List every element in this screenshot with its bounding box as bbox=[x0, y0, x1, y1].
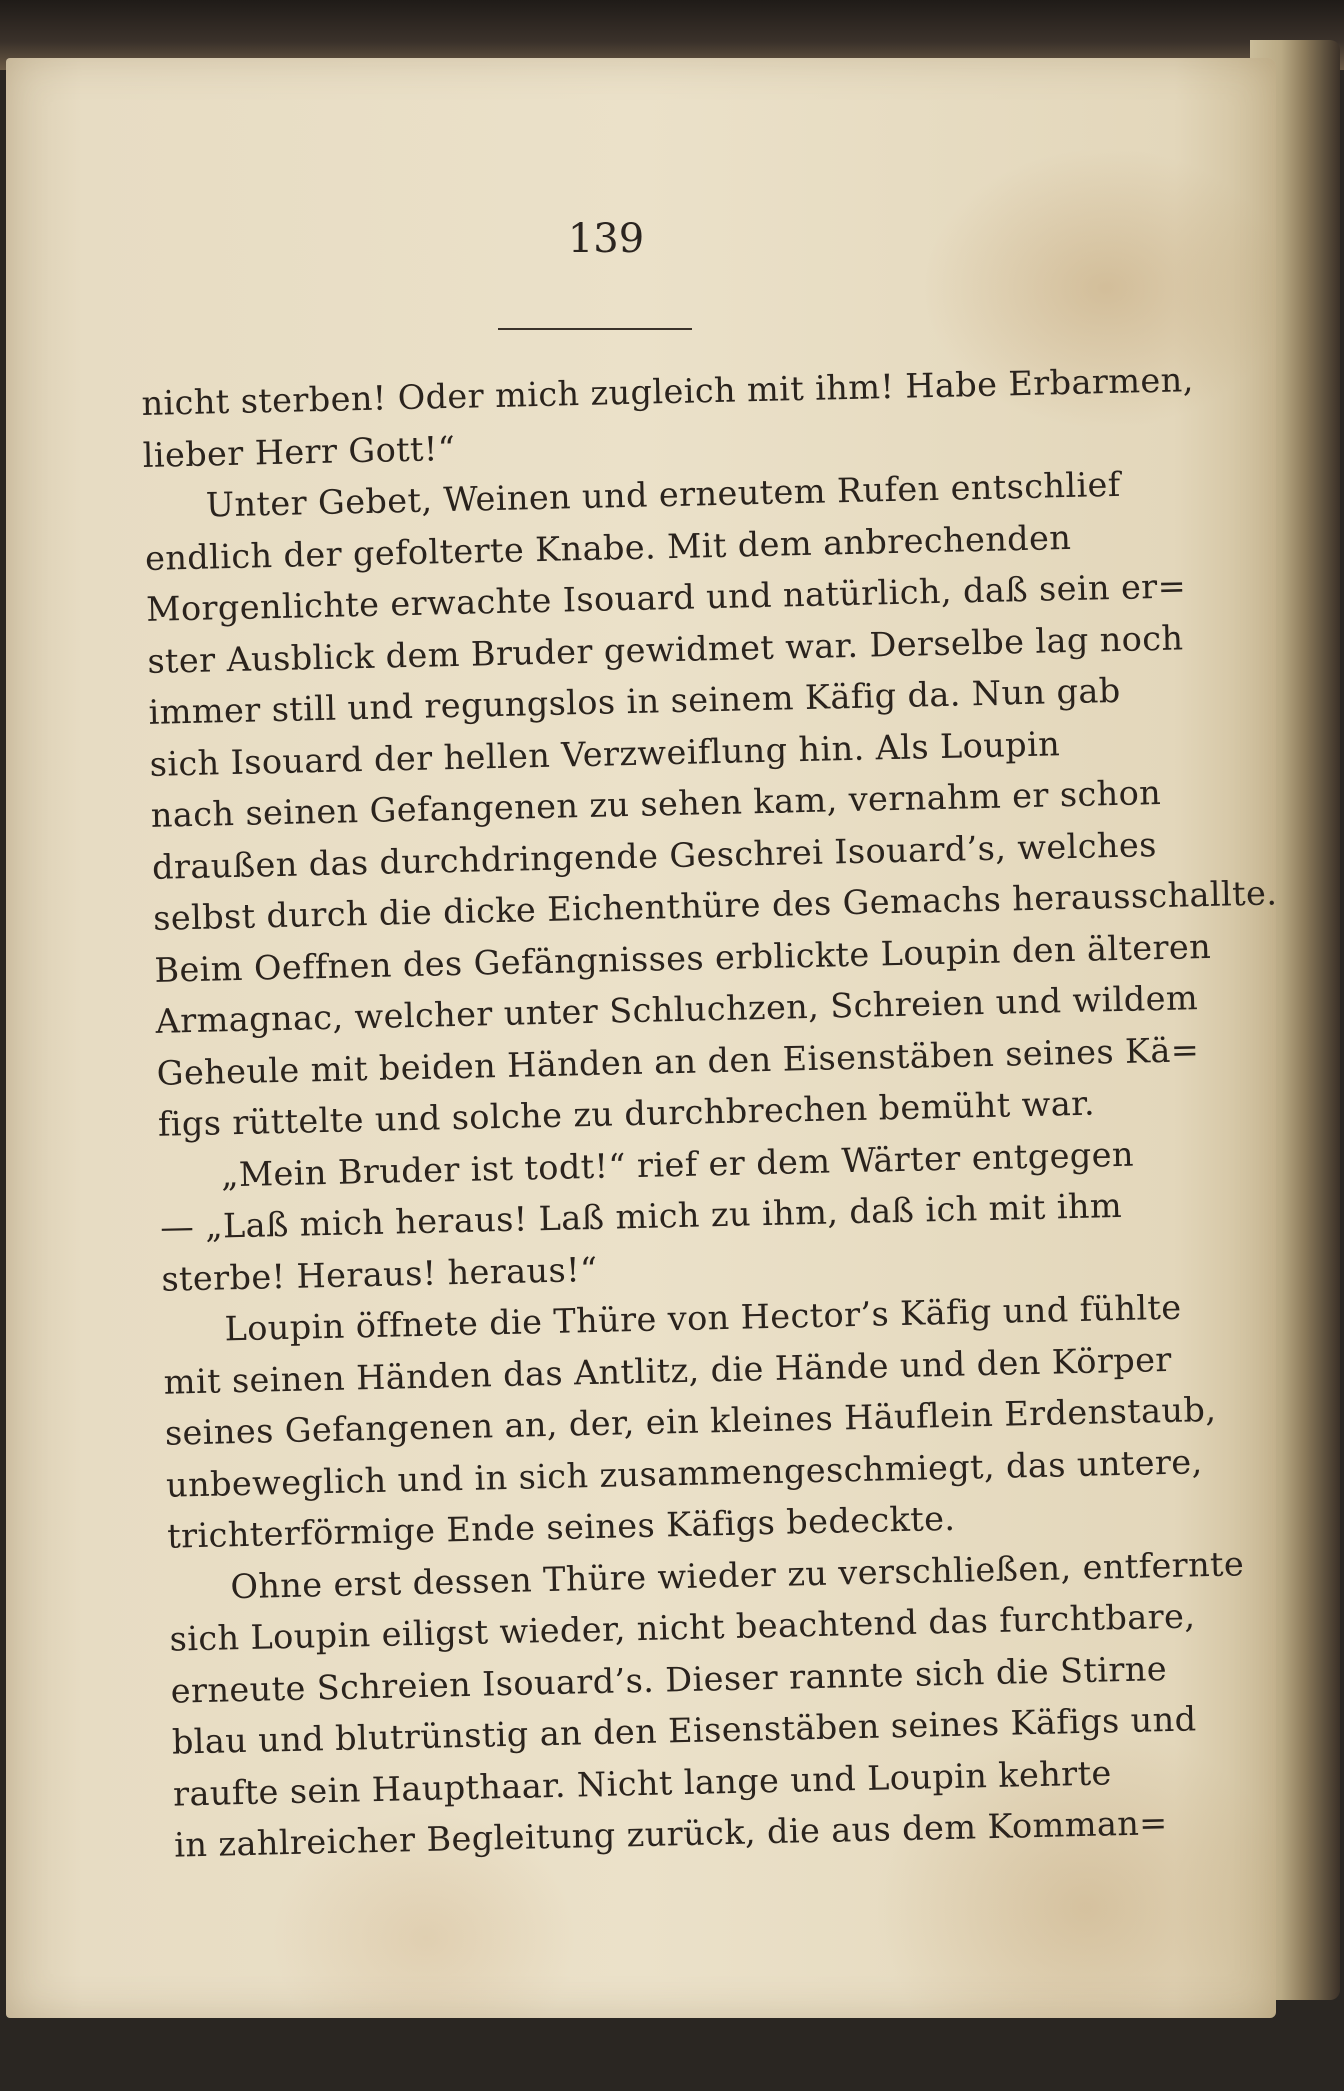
text-line: trichterförmige Ende seines Käfigs bedeckte. bbox=[166, 1498, 956, 1556]
text-line: Armagnac, welcher unter Schluchzen, Schreien und wildem bbox=[155, 978, 1199, 1041]
text-line: Ohne erst dessen Thüre wieder zu verschließen, entfernte bbox=[229, 1543, 1245, 1606]
text-line: draußen das durchdringende Geschrei Isouard’s, welches bbox=[151, 824, 1158, 887]
text-line: Geheule mit beiden Händen an den Eisenstäben seines Kä= bbox=[156, 1029, 1200, 1093]
text-line: Loupin öffnete die Thüre von Hector’s Käfig und fühlte bbox=[224, 1287, 1182, 1349]
text-line: erneute Schreien Isouard’s. Dieser rannte sich die Stirne bbox=[170, 1648, 1168, 1711]
text-line: immer still und regungslos in seinem Käfig da. Nun gab bbox=[148, 670, 1121, 732]
body-text bbox=[141, 356, 1278, 1871]
text-line: unbeweglich und in sich zusammengeschmiegt, das untere, bbox=[165, 1441, 1203, 1505]
text-line: figs rüttelte und solche zu durchbrechen bemüht war. bbox=[157, 1083, 1096, 1144]
text-line: sich Isouard der hellen Verzweiflung hin. Als Loupin bbox=[149, 723, 1061, 784]
text-line: selbst durch die dicke Eichenthüre des Gemachs herausschallte. bbox=[152, 873, 1278, 938]
text-line: seines Gefangenen an, der, ein kleines Häuflein Erdenstaub, bbox=[164, 1389, 1217, 1453]
text-line: endlich der gefolterte Knabe. Mit dem anbrechenden bbox=[144, 517, 1072, 578]
text-line: in zahlreicher Begleitung zurück, die aus dem Komman= bbox=[173, 1803, 1169, 1865]
text-line: ster Ausblick dem Bruder gewidmet war. Derselbe lag noch bbox=[146, 617, 1184, 681]
text-line: sich Loupin eiligst wieder, nicht beachtend das furchtbare, bbox=[169, 1596, 1196, 1659]
text-line: Morgenlichte erwachte Isouard und natürlich, daß sein er= bbox=[145, 566, 1187, 629]
text-line: — „Laß mich heraus! Laß mich zu ihm, daß ich mit ihm bbox=[159, 1185, 1123, 1247]
text-line: lieber Herr Gott!“ bbox=[142, 428, 456, 475]
header-rule bbox=[498, 328, 692, 330]
text-line: Beim Oeffnen des Gefängnisses erblickte Loupin den älteren bbox=[153, 926, 1212, 990]
text-line: nicht sterben! Oder mich zugleich mit ihm! Habe Erbarmen, bbox=[141, 360, 1195, 423]
book-page bbox=[6, 58, 1276, 2018]
page-number: 139 bbox=[567, 216, 645, 262]
text-line: Unter Gebet, Weinen und erneutem Rufen entschlief bbox=[205, 464, 1121, 525]
text-line: nach seinen Gefangenen zu sehen kam, vernahm er schon bbox=[150, 772, 1162, 835]
text-line: raufte sein Haupthaar. Nicht lange und Loupin kehrte bbox=[172, 1752, 1113, 1814]
text-line: blau und blutrünstig an den Eisenstäben seines Käfigs und bbox=[171, 1699, 1197, 1762]
text-line: „Mein Bruder ist todt!“ rief er dem Wärter entgegen bbox=[220, 1134, 1135, 1194]
text-line: sterbe! Heraus! heraus!“ bbox=[160, 1249, 598, 1299]
text-line: mit seinen Händen das Antlitz, die Hände und den Körper bbox=[163, 1339, 1173, 1402]
